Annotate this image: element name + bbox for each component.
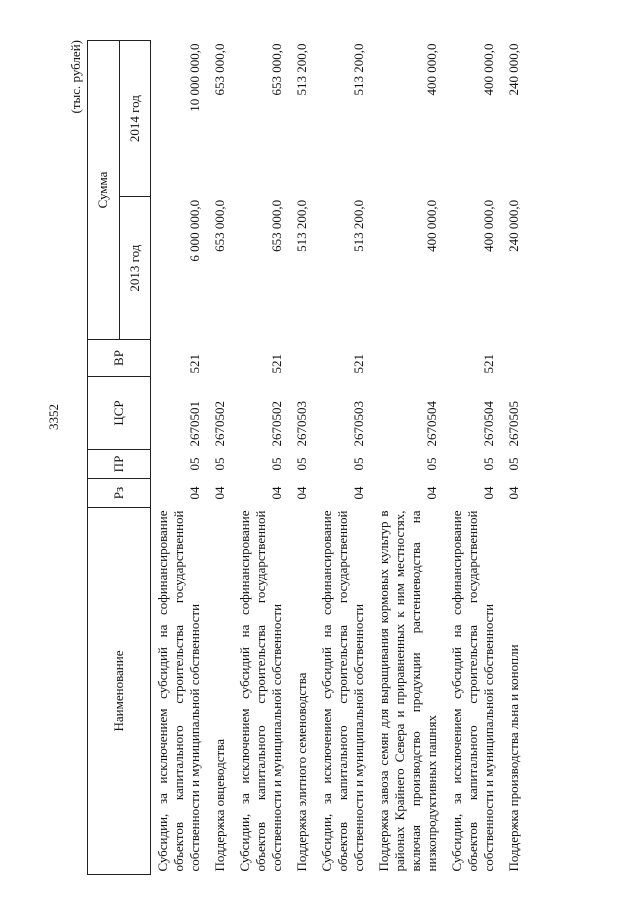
row-pr: 05 [424, 457, 439, 471]
row-vr [372, 340, 445, 377]
table-row [502, 41, 527, 875]
row-name: Поддержка овцеводства [212, 739, 227, 872]
row-pr: 05 [269, 457, 284, 471]
row-rz: 04 [269, 486, 284, 500]
row-vr: 521 [187, 354, 202, 374]
row-pr: 05 [481, 457, 496, 471]
row-rz: 04 [506, 486, 521, 500]
row-2014: 513 200,0 [294, 43, 309, 96]
table-row [315, 41, 372, 875]
page-number: 3352 [46, 404, 61, 430]
row-name: Субсидии, за исключением субсидий на софинансирование объектов капитального строительства государственной собственности и муниципальной собственности [237, 510, 284, 872]
row-csr: 2670505 [506, 401, 521, 447]
row-pr: 05 [294, 457, 309, 471]
row-2013: 513 200,0 [351, 199, 366, 252]
header-2013: 2013 год [119, 197, 151, 340]
row-name: Поддержка производства льна и конопли [506, 644, 521, 872]
row-csr: 2670503 [351, 401, 366, 447]
row-pr: 05 [351, 457, 366, 471]
table-row [445, 41, 502, 875]
row-pr: 05 [187, 457, 202, 471]
row-vr [502, 340, 527, 377]
row-rz: 04 [424, 486, 439, 500]
row-csr: 2670502 [212, 401, 227, 447]
row-csr: 2670504 [481, 401, 496, 447]
row-name: Поддержка элитного семеноводства [294, 672, 309, 872]
row-2014: 240 000,0 [506, 43, 521, 96]
units-label: (тыс. рублей) [68, 40, 83, 114]
table-row [208, 41, 233, 875]
row-2013: 653 000,0 [269, 199, 284, 252]
table-row [290, 41, 315, 875]
row-pr: 05 [506, 457, 521, 471]
table-row [151, 41, 209, 875]
row-2013: 513 200,0 [294, 199, 309, 252]
row-2014: 513 200,0 [351, 43, 366, 96]
row-rz: 04 [294, 486, 309, 500]
row-pr: 05 [212, 457, 227, 471]
row-csr: 2670501 [187, 401, 202, 447]
header-sum: Сумма [88, 41, 120, 340]
header-name: Наименование [88, 508, 151, 875]
row-name: Субсидии, за исключением субсидий на софинансирование объектов капитального строительства государственной собственности и муниципальной собственности [449, 510, 496, 872]
row-2014: 400 000,0 [481, 43, 496, 96]
row-vr [208, 340, 233, 377]
row-csr: 2670503 [294, 401, 309, 447]
row-rz: 04 [481, 486, 496, 500]
header-csr: ЦСР [88, 377, 151, 450]
rotated-table-area [68, 40, 577, 875]
row-2013: 400 000,0 [424, 199, 439, 252]
row-2013: 400 000,0 [481, 199, 496, 252]
table-row [372, 41, 445, 875]
header-2014: 2014 год [119, 41, 151, 197]
header-pr: ПР [88, 450, 151, 479]
table-row [233, 41, 290, 875]
row-2014: 10 000 000,0 [187, 43, 202, 112]
row-vr: 521 [269, 354, 284, 374]
row-2014: 653 000,0 [212, 43, 227, 96]
row-2013: 6 000 000,0 [187, 199, 202, 262]
table-body [151, 41, 528, 875]
budget-table [87, 40, 527, 875]
row-csr: 2670504 [424, 401, 439, 447]
row-rz: 04 [351, 486, 366, 500]
row-name: Субсидии, за исключением субсидий на софинансирование объектов капитального строительства государственной собственности и муниципальной собственности [155, 510, 202, 872]
row-name: Субсидии, за исключением субсидий на софинансирование объектов капитального строительства государственной собственности и муниципальной собственности [319, 510, 366, 872]
row-2014: 400 000,0 [424, 43, 439, 96]
row-rz: 04 [187, 486, 202, 500]
row-rz: 04 [212, 486, 227, 500]
row-2014: 653 000,0 [269, 43, 284, 96]
row-vr: 521 [351, 354, 366, 374]
row-2013: 653 000,0 [212, 199, 227, 252]
row-csr: 2670502 [269, 401, 284, 447]
row-name: Поддержка завоза семян для выращивания кормовых культур в районах Крайнего Севера и приравненных к ним местностях, включая производство продукции растениеводства на низкопродуктивных пашнях [376, 510, 439, 872]
header-rz: Рз [88, 479, 151, 508]
row-vr: 521 [481, 354, 496, 374]
row-vr [290, 340, 315, 377]
header-vr: ВР [88, 340, 151, 377]
row-2013: 240 000,0 [506, 199, 521, 252]
table-header [88, 41, 151, 875]
